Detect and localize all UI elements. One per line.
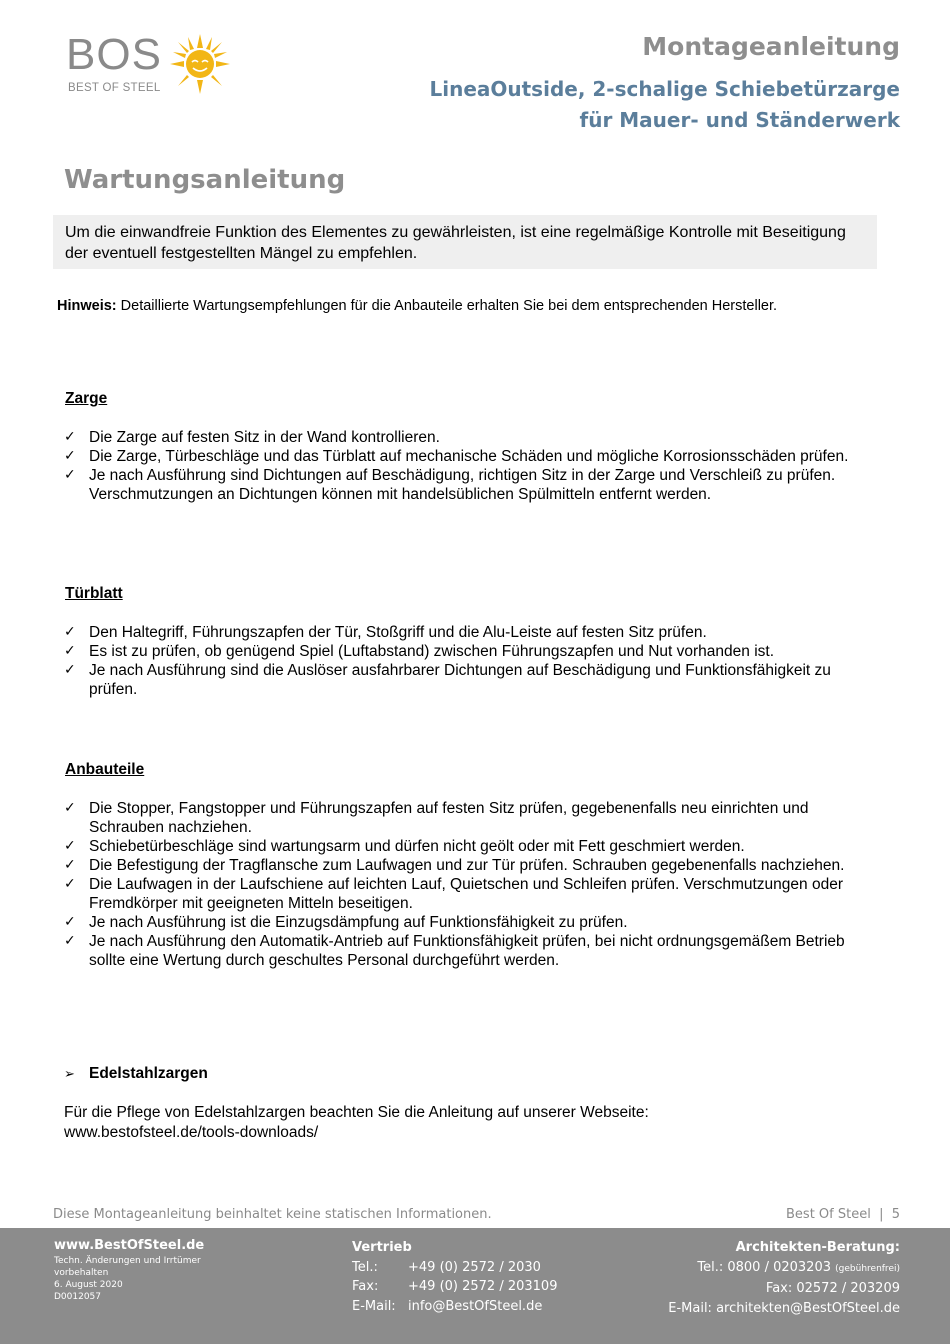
hint-label: Hinweis:	[57, 298, 117, 314]
list-item: ✓ Je nach Ausführung ist die Einzugsdämpfung auf Funktionsfähigkeit zu prüfen.	[64, 914, 628, 931]
page-section-title: Wartungsanleitung	[64, 165, 346, 195]
footer-company-column	[54, 1238, 214, 1303]
document-title: Montageanleitung	[642, 32, 900, 61]
intro-box	[53, 215, 877, 269]
check-icon: ✓	[64, 643, 76, 659]
edelstahl-text	[64, 1103, 864, 1143]
footer-sales-fax: Fax: +49 (0) 2572 / 203109	[352, 1279, 558, 1294]
list-item: ✓ Je nach Ausführung sind die Auslöser ausfahrbarer Dichtungen auf Beschädigung und Funktionsfähigkeit zu prüfen.	[64, 662, 831, 698]
company-logo	[66, 30, 236, 98]
list-item: ✓ Die Zarge auf festen Sitz in der Wand kontrollieren.	[64, 429, 440, 446]
check-icon: ✓	[64, 876, 76, 892]
anbauteile-list	[64, 799, 864, 970]
list-item: ✓ Die Laufwagen in der Laufschiene auf leichten Lauf, Quietschen und Schleifen prüfen. Verschmutzungen oder Fremdkörper mit geeigneten Mitteln beseitigen.	[64, 876, 843, 912]
footer-note: Diese Montageanleitung beinhaltet keine statischen Informationen.	[53, 1207, 492, 1222]
check-icon: ✓	[64, 838, 76, 854]
list-item: ✓ Den Haltegriff, Führungszapfen der Tür, Stoßgriff und die Alu-Leiste auf festen Sitz prüfen.	[64, 624, 707, 641]
footer-architects-column	[668, 1238, 900, 1318]
check-icon: ✓	[64, 429, 76, 445]
footer-sales-title: Vertrieb	[352, 1240, 412, 1255]
edelstahl-text-line1: Für die Pflege von Edelstahlzargen beachten Sie die Anleitung auf unserer Webseite:	[64, 1104, 649, 1121]
check-icon: ✓	[64, 933, 76, 949]
edelstahl-heading-text: Edelstahlzargen	[89, 1065, 208, 1082]
intro-text: Um die einwandfreie Funktion des Elementes zu gewährleisten, ist eine regelmäßige Kontrolle mit Beseitigung der eventuell festgestellten Mängel zu empfehlen.	[65, 224, 846, 262]
footer-architects-email[interactable]: E-Mail: architekten@BestOfSteel.de	[668, 1300, 900, 1316]
check-icon: ✓	[64, 857, 76, 873]
edelstahl-heading	[64, 1065, 208, 1083]
footer-website-link[interactable]: www.BestOfSteel.de	[54, 1238, 205, 1253]
list-item: ✓ Die Zarge, Türbeschläge und das Türblatt auf mechanische Schäden und mögliche Korrosionsschäden prüfen.	[64, 448, 849, 465]
tuerblatt-heading: Türblatt	[65, 585, 123, 602]
tuerblatt-list	[64, 623, 864, 699]
logo-subtext: BEST OF STEEL	[68, 82, 161, 94]
list-item: ✓ Je nach Ausführung sind Dichtungen auf Beschädigung, richtigen Sitz in der Zarge und Verschleiß zu prüfen. Verschmutzungen an Dichtungen können mit handelsüblichen Spülmitteln entfernt werden.	[64, 467, 836, 503]
list-item: ✓ Die Befestigung der Tragflansche zum Laufwagen und zur Tür prüfen. Schrauben gegebenenfalls nachziehen.	[64, 857, 845, 874]
arrowhead-icon: ➢	[64, 1067, 75, 1082]
zarge-heading: Zarge	[65, 390, 108, 407]
footer-disclaimer: Techn. Änderungen und Irrtümer vorbehalten	[54, 1256, 201, 1278]
footer-bar	[0, 1228, 950, 1344]
document-subtitle-line2: für Mauer- und Ständerwerk	[579, 108, 900, 132]
anbauteile-heading: Anbauteile	[65, 761, 145, 778]
list-item: ✓ Es ist zu prüfen, ob genügend Spiel (Luftabstand) zwischen Führungszapfen und Nut vorhanden ist.	[64, 643, 775, 660]
check-icon: ✓	[64, 624, 76, 640]
footer-architects-tel: Tel.: 0800 / 0203203 (gebührenfrei)	[697, 1259, 900, 1275]
list-item: ✓ Je nach Ausführung den Automatik-Antrieb auf Funktionsfähigkeit prüfen, bei nicht ordnungsgemäßem Betrieb sollte eine Wertung durch geschultes Personal durchgeführt werden.	[64, 933, 845, 969]
check-icon: ✓	[64, 467, 76, 483]
footer-sales-tel: Tel.: +49 (0) 2572 / 2030	[352, 1259, 541, 1275]
check-icon: ✓	[64, 448, 76, 464]
zarge-list	[64, 428, 864, 504]
sun-logo-icon	[170, 34, 230, 94]
check-icon: ✓	[64, 662, 76, 678]
check-icon: ✓	[64, 800, 76, 816]
footer-architects-fax: Fax: 02572 / 203209	[765, 1281, 900, 1296]
hint-text: Detaillierte Wartungsempfehlungen für die Anbauteile erhalten Sie bei dem entsprechenden Hersteller.	[116, 298, 778, 314]
edelstahl-link[interactable]: www.bestofsteel.de/tools-downloads/	[64, 1124, 319, 1141]
footer-sales-email[interactable]: E-Mail: info@BestOfSteel.de	[352, 1298, 543, 1314]
document-subtitle-line1: LineaOutside, 2-schalige Schiebetürzarge	[429, 77, 900, 101]
hint-note	[57, 297, 777, 315]
footer-doc-number: D0012057	[54, 1292, 102, 1302]
footer-sales-column	[352, 1238, 557, 1316]
footer-architects-title: Architekten-Beratung:	[735, 1240, 900, 1255]
list-item: ✓ Die Stopper, Fangstopper und Führungszapfen auf festen Sitz prüfen, gegebenenfalls neu einrichten und Schrauben nachziehen.	[64, 800, 809, 836]
check-icon: ✓	[64, 914, 76, 930]
footer-date: 6. August 2020	[54, 1280, 123, 1290]
logo-text: BOS	[66, 30, 162, 79]
list-item: ✓ Schiebetürbeschläge sind wartungsarm und dürfen nicht geölt oder mit Fett geschmiert werden.	[64, 838, 745, 855]
footer-page-number: Best Of Steel | 5	[786, 1207, 900, 1222]
